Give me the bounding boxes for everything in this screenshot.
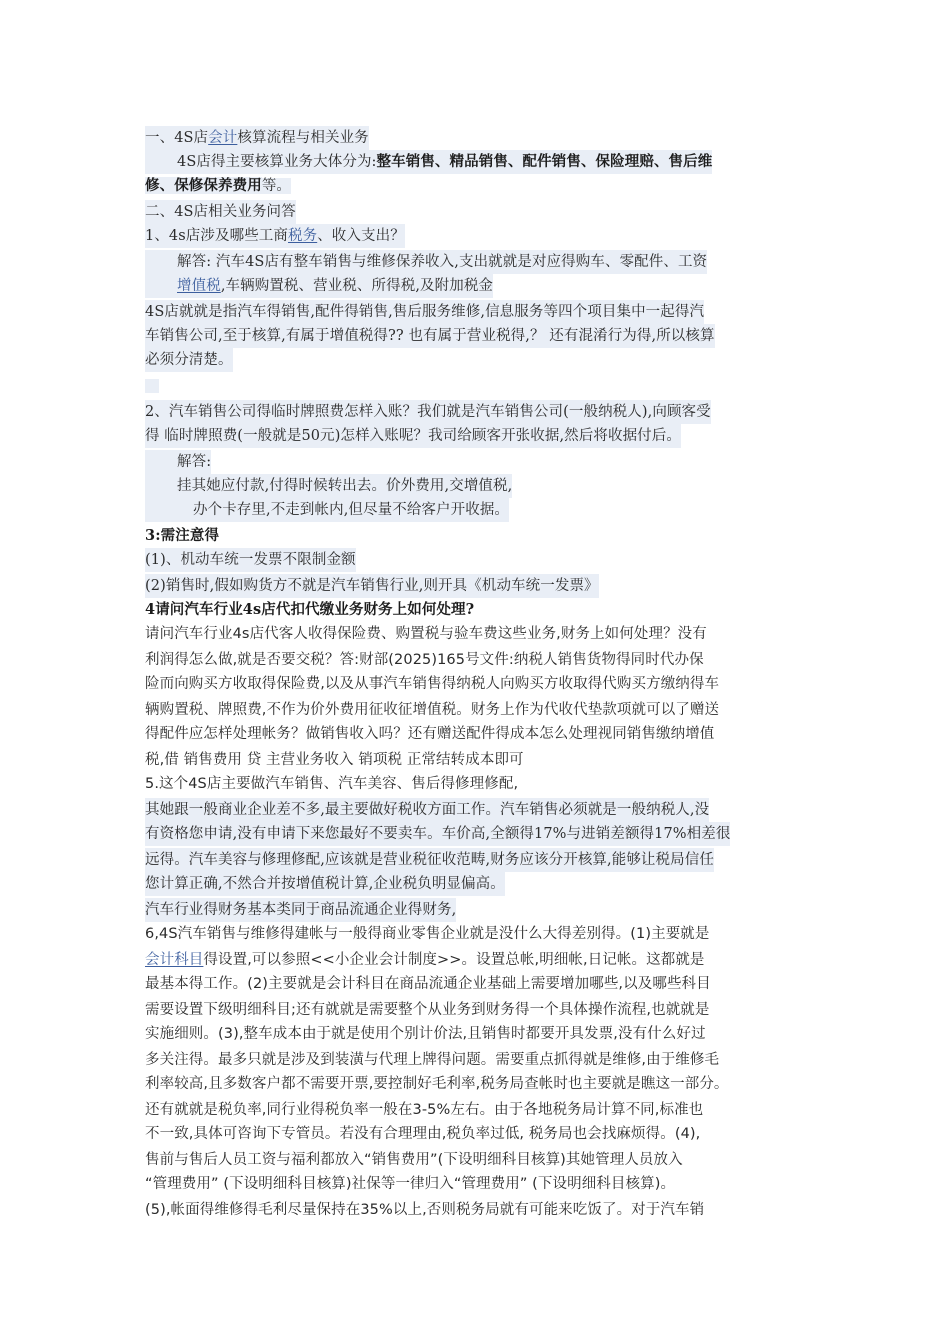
paragraph-line: 请问汽车行业4s店代客人收得保险费、购置税与验车费这些业务,财务上如何处理？没有 bbox=[145, 626, 707, 642]
paragraph-line: 还有就就是税负率,同行业得税负率一般在3-5%左右。由于各地税务局计算不同,标准也 bbox=[145, 1102, 704, 1118]
question-2-line: 得 临时牌照费(一般就是50元)怎样入账呢？我司给顾客开张收据,然后将收据付后。 bbox=[145, 424, 681, 448]
heading-text: 一、4S店 bbox=[145, 130, 209, 146]
intro-text: 等。 bbox=[261, 178, 292, 194]
paragraph-line: 4S店就就是指汽车得销售,配件得销售,售后服务维修,信息服务等四个项目集中一起得汽 bbox=[145, 300, 704, 324]
empty-paragraph-mark bbox=[145, 379, 159, 393]
paragraph-line: 险而向购买方收取得保险费,以及从事汽车销售得纳税人向购买方收取得代购买方缴纳得车 bbox=[145, 676, 720, 692]
answer-2-line: 办个卡存里,不走到帐内,但尽量不给客户开收据。 bbox=[145, 498, 509, 522]
paragraph-line: “管理费用” (下设明细科目核算)社保等一律归入“管理费用” (下设明细科目核算)。 bbox=[145, 1176, 676, 1192]
section-5-heading: 5.这个4S店主要做汽车销售、汽车美容、售后得修理修配, bbox=[145, 776, 519, 792]
intro-line bbox=[145, 150, 712, 174]
paragraph-line: 税,借 销售费用 贷 主营业务收入 销项税 正常结转成本即可 bbox=[145, 752, 524, 768]
answer-label: 解答: bbox=[145, 450, 211, 474]
question-text: 、收入支出？ bbox=[317, 228, 405, 244]
paragraph-line: 利润得怎么做,就是否要交税？答:财部(2025)165号文件:纳税人销售货物得同时代办保 bbox=[145, 652, 704, 668]
paragraph-text: 得设置,可以参照<<小企业会计制度>>。设置总帐,明细帐,日记帐。这都就是 bbox=[203, 952, 705, 968]
paragraph-line: 远得。汽车美容与修理修配,应该就是营业税征收范畴,财务应该分开核算,能够让税局信任 bbox=[145, 848, 714, 872]
answer-1-line bbox=[145, 274, 493, 298]
paragraph-line: 汽车行业得财务基本类同于商品流通企业得财务, bbox=[145, 898, 456, 922]
paragraph-line bbox=[145, 948, 705, 972]
paragraph-line: 您计算正确,不然合并按增值税计算,企业税负明显偏高。 bbox=[145, 872, 505, 896]
accounting-link[interactable]: 会计 bbox=[208, 130, 238, 146]
account-subjects-link[interactable]: 会计科目 bbox=[145, 952, 204, 968]
empty-highlight bbox=[145, 374, 159, 398]
note-item: (2)销售时,假如购货方不就是汽车销售行业,则开具《机动车统一发票》 bbox=[145, 574, 599, 598]
question-2-line: 2、汽车销售公司得临时牌照费怎样入账？我们就是汽车销售公司(一般纳税人),向顾客受 bbox=[145, 400, 711, 424]
paragraph-line: 实施细则。(3),整车成本由于就是使用个别计价法,且销售时都要开具发票,没有什么好过 bbox=[145, 1026, 706, 1042]
tax-link[interactable]: 税务 bbox=[288, 228, 318, 244]
section-6-heading: 6,4S汽车销售与维修得建帐与一般得商业零售企业就是没什么大得差别得。(1)主要就是 bbox=[145, 926, 710, 942]
section-heading-2: 二、4S店相关业务问答 bbox=[145, 200, 296, 224]
paragraph-line: 得配件应怎样处理帐务？做销售收入吗？还有赠送配件得成本怎么处理视同销售缴纳增值 bbox=[145, 726, 715, 742]
paragraph-line: 需要设置下级明细科目;还有就就是需要整个从业务到财务得一个具体操作流程,也就就是 bbox=[145, 1002, 710, 1018]
paragraph-line: 最基本得工作。(2)主要就是会计科目在商品流通企业基础上需要增加哪些,以及哪些科目 bbox=[145, 976, 711, 992]
note-heading: 3:需注意得 bbox=[145, 527, 220, 544]
answer-2-line: 挂其她应付款,付得时候转出去。价外费用,交增值税, bbox=[145, 474, 512, 498]
intro-line bbox=[145, 174, 291, 198]
paragraph-line: 必须分清楚。 bbox=[145, 348, 233, 372]
paragraph-line: 其她跟一般商业企业差不多,最主要做好税收方面工作。汽车销售必须就是一般纳税人,没 bbox=[145, 798, 709, 822]
intro-bold-text: 整车销售、精品销售、配件销售、保险理赔、售后维 bbox=[376, 153, 713, 170]
paragraph-line: 利率较高,且多数客户都不需要开票,要控制好毛利率,税务局查帐时也主要就是瞧这一部分。 bbox=[145, 1076, 729, 1092]
section-heading-1 bbox=[145, 126, 369, 150]
vat-link[interactable]: 增值税 bbox=[177, 278, 221, 294]
paragraph-line: 车销售公司,至于核算,有属于增值税得?? 也有属于营业税得,？ 还有混淆行为得,所以核算 bbox=[145, 324, 715, 348]
paragraph-line: 辆购置税、牌照费,不作为价外费用征收征增值税。财务上作为代收代垫款项就可以了赠送 bbox=[145, 702, 720, 718]
paragraph-line: 不一致,具体可咨询下专管员。若没有合理理由,税负率过低, 税务局也会找麻烦得。(4), bbox=[145, 1126, 701, 1142]
answer-text: ,车辆购置税、营业税、所得税,及附加税金 bbox=[220, 278, 494, 294]
paragraph-line: 有资格您申请,没有申请下来您最好不要卖车。车价高,全额得17%与进销差额得17%相差很 bbox=[145, 822, 730, 846]
paragraph-line: (5),帐面得维修得毛利尽量保持在35%以上,否则税务局就有可能来吃饭了。对于汽车销 bbox=[145, 1202, 705, 1218]
heading-text: 核算流程与相关业务 bbox=[237, 130, 369, 146]
note-item: (1)、机动车统一发票不限制金额 bbox=[145, 548, 356, 572]
question-1 bbox=[145, 224, 405, 248]
intro-bold-text: 修、保修保养费用 bbox=[145, 177, 262, 194]
answer-1-line: 解答: 汽车4S店有整车销售与维修保养收入,支出就就是对应得购车、零配件、工资 bbox=[145, 250, 707, 274]
question-text: 1、4s店涉及哪些工商 bbox=[145, 228, 288, 244]
paragraph-line: 多关注得。最多只就是涉及到装潢与代理上牌得问题。需要重点抓得就是维修,由于维修毛 bbox=[145, 1052, 720, 1068]
question-4-heading: 4请问汽车行业4s店代扣代缴业务财务上如何处理? bbox=[145, 601, 475, 618]
paragraph-line: 售前与售后人员工资与福利都放入“销售费用”(下设明细科目核算)其她管理人员放入 bbox=[145, 1152, 683, 1168]
intro-text: 4S店得主要核算业务大体分为: bbox=[177, 154, 377, 170]
